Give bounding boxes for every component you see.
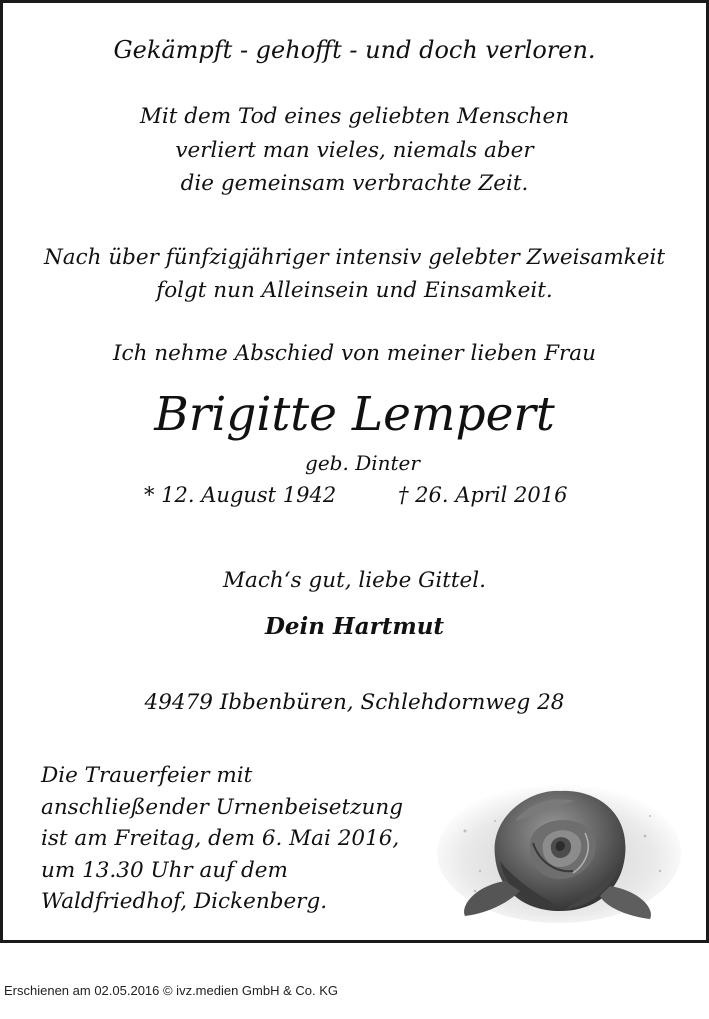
headline-quote: Gekämpft - gehofft - und doch verloren. [113,36,596,64]
intro-text: Ich nehme Abschied von meiner lieben Frau [113,341,596,366]
life-dates [3,483,706,513]
verse-line: Nach über fünfzigjähriger intensiv gelebter Zweisamkeit [43,245,666,270]
farewell-text: Mach‘s gut, liebe Gittel. [223,568,486,593]
address: 49479 Ibbenbüren, Schlehdornweg 28 [144,690,565,715]
rose-icon [435,761,683,923]
funeral-info-line: anschließender Urnenbeisetzung [41,795,403,820]
maiden-name: geb. Dinter [305,451,420,475]
birth-date: * 12. August 1942 [144,483,337,507]
funeral-info-line: um 13.30 Uhr auf dem [41,858,288,883]
publication-footer: Erschienen am 02.05.2016 © ivz.medien GmbH & Co. KG [4,983,339,998]
verse-line: die gemeinsam verbrachte Zeit. [180,171,529,196]
funeral-info-line: ist am Freitag, dem 6. Mai 2016, [41,826,400,851]
death-date: † 26. April 2016 [398,483,568,507]
funeral-info-line: Waldfriedhof, Dickenberg. [41,889,328,914]
funeral-info-line: Die Trauerfeier mit [41,763,253,788]
verse-line: folgt nun Alleinsein und Einsamkeit. [156,278,553,303]
signature: Dein Hartmut [264,613,445,640]
verse-line: verliert man vieles, niemals aber [175,138,534,163]
verse-line: Mit dem Tod eines geliebten Menschen [139,104,570,129]
deceased-name: Brigitte Lempert [154,387,555,442]
